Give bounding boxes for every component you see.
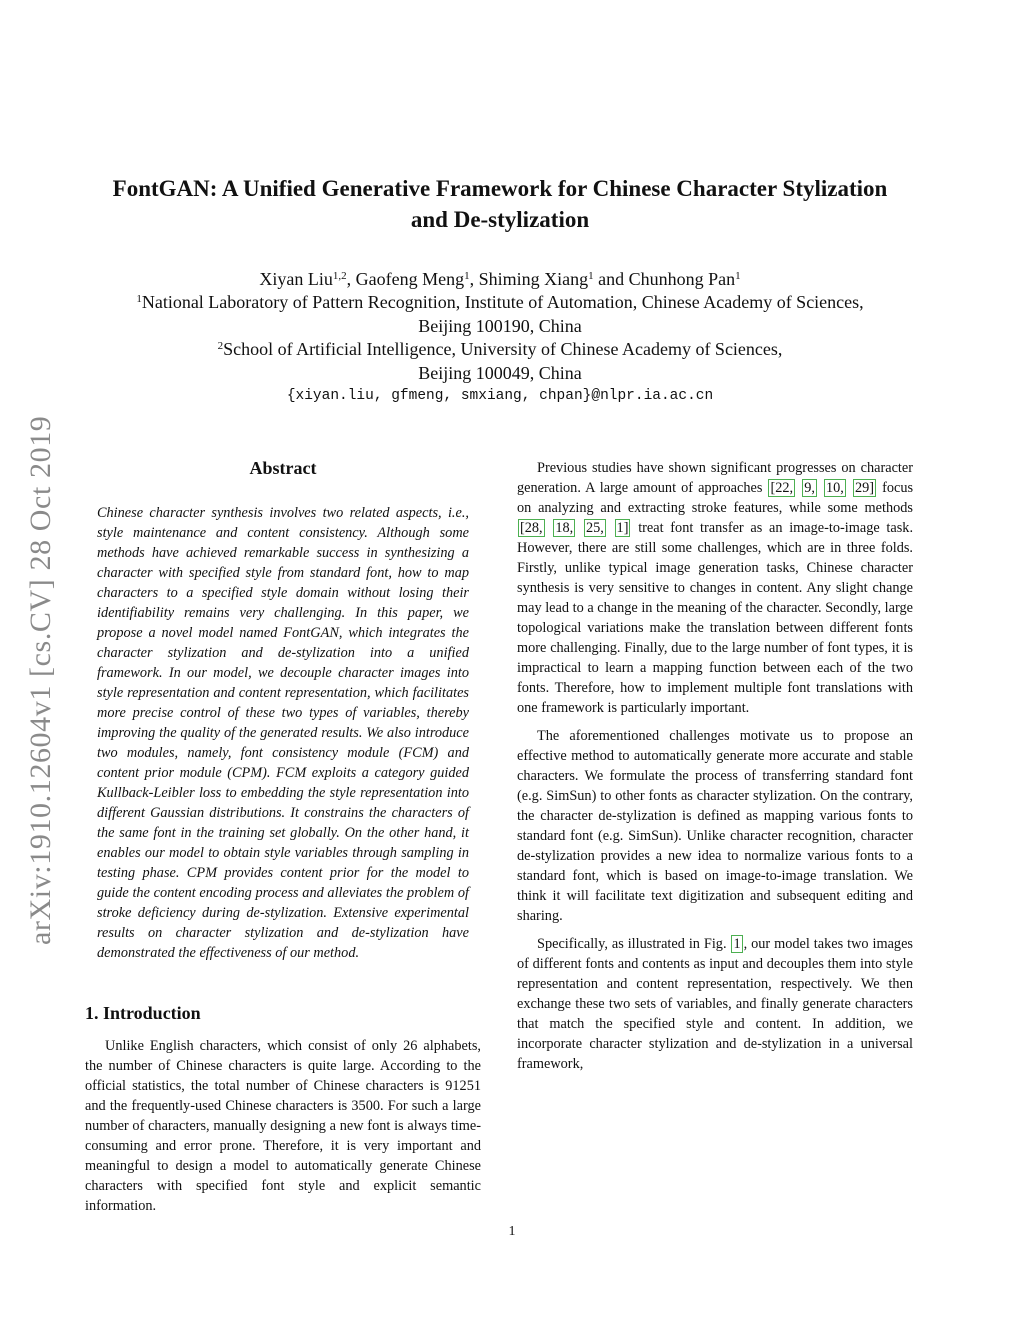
citation-link[interactable]: 10, — [826, 480, 844, 496]
citation-link[interactable]: 9, — [804, 480, 815, 496]
paragraph-text: , our model takes two images of different fonts and contents as input and decouples them into style representation and content representation, respectively. We then exchange these two sets of variables, and finally generate characters that match the specified style and content. In addition, we incorporate character stylization and de-stylization in a universal framework, — [517, 936, 913, 1072]
paragraph-text: treat font transfer as an image-to-image task. However, there are still some challenges, which are in three folds. Firstly, unlike typical image generation tasks, Chinese character synthesis is very sensitive to changes in content. Any slight change may lead to a change in the meaning of the character. Secondly, large topological variations make the translation between different fonts more challenging. Finally, due to the large number of font types, it is impractical to learn a mapping function between each of the two fonts. Therefore, how to implement multiple font translations with one framework is particularly important. — [517, 520, 914, 716]
author-name: Chunhong Pan — [628, 269, 736, 289]
author-sep: , — [469, 269, 479, 289]
author-list — [80, 268, 920, 291]
intro-paragraph-4 — [517, 934, 913, 1074]
affiliation-2 — [80, 338, 920, 361]
citation-link[interactable]: 25, — [585, 520, 604, 536]
author-name: Gaofeng Meng — [355, 269, 465, 289]
paragraph-text: Previous studies have shown significant progresses on character generation. A large amount of approaches — [517, 460, 913, 496]
author-affil-sup: 1 — [588, 270, 594, 282]
affil-sup: 1 — [136, 293, 142, 306]
intro-paragraph-2 — [517, 458, 913, 718]
citation-link[interactable]: 29] — [854, 480, 875, 496]
affil-text: National Laboratory of Pattern Recognition, Institute of Automation, Chinese Academy of Sciences, — [141, 292, 864, 313]
intro-paragraph-1: Unlike English characters, which consist of only 26 alphabets, the number of Chinese characters is quite large. According to the official statistics, the total number of Chinese characters is 91251 and the frequently-used Chinese characters is 3500. For such a large number of characters, manually designing a new font is always time-consuming and error prone. Therefore, it is very important and meaningful to design a model to automatically generate Chinese characters with specified font style and explicit semantic information. — [85, 1038, 481, 1214]
figure-link[interactable]: 1 — [733, 936, 741, 952]
affil-sup: 2 — [217, 340, 224, 353]
page-number: 1 — [508, 1224, 516, 1239]
author-sep: , — [346, 269, 356, 289]
right-column — [517, 458, 913, 1074]
author-name: Shiming Xiang — [478, 269, 589, 289]
abstract-text: Chinese character synthesis involves two related aspects, i.e., style maintenance and content consistency. Although some methods have achieved remarkable success in synthesizing a character with specified style from standard font, how to map characters to a specified style domain without losing their identifiability remains very challenging. In this paper, we propose a novel model named FontGAN, which integrates the character stylization and de-stylization into a unified framework. In our model, we decouple character images into style representation and content representation, which facilitates more precise control of these two types of variables, thereby improving the quality of the generated results. We also introduce two modules, namely, font consistency module (FCM) and content prior module (CPM). FCM exploits a category guided Kullback-Leibler loss to embedding the style representation into different Gaussian distributions. It constrains the characters of the same font in the training set globally. On the other hand, it enables our model to obtain style variables through sampling in testing phase. CPM provides content prior for the model to guide the content encoding process and alleviates the problem of stroke deficiency during de-stylization. Extensive experimental results on character stylization and de-stylization have demonstrated the effectiveness of our method. — [97, 505, 469, 961]
paragraph-text: Specifically, as illustrated in Fig. — [537, 936, 727, 952]
affil-text: School of Artificial Intelligence, University of Chinese Academy of Sciences, — [223, 339, 783, 360]
affiliation-1 — [80, 291, 920, 314]
citation-link[interactable]: [28, — [520, 520, 543, 536]
arxiv-identifier: arXiv:1910.12604v1 [cs.CV] 28 Oct 2019 — [24, 415, 57, 945]
paper-title — [80, 173, 920, 235]
author-block — [80, 268, 920, 408]
affiliation-1-city: Beijing 100190, China — [418, 315, 582, 336]
author-affil-sup: 1 — [735, 270, 741, 282]
citation-link[interactable]: [22, — [770, 480, 794, 496]
arxiv-sidebar — [22, 355, 64, 945]
abstract-heading: Abstract — [249, 458, 317, 478]
author-name: Xiyan Liu — [259, 269, 333, 289]
paragraph-text: focus on analyzing and extracting stroke features, while some methods — [517, 480, 914, 516]
title-line-2: and De-stylization — [410, 207, 590, 232]
intro-heading: 1. Introduction — [85, 1003, 201, 1023]
intro-paragraph-3: The aforementioned challenges motivate us to propose an effective method to automatically generate more accurate and stable characters. We formulate the process of transferring standard font (e.g. SimSun) to other fonts as character stylization. On the contrary, the character de-stylization is defined as mapping various fonts to standard font (e.g. SimSun). Unlike character recognition, character de-stylization provides a new idea to normalize various fonts to a standard font, which is based on image-to-image translation. We think it will facilitate text digitization and subsequent editing and sharing. — [517, 728, 913, 924]
left-column — [85, 458, 481, 1216]
author-affil-sup: 1,2 — [332, 270, 347, 282]
author-sep: and — [593, 269, 629, 289]
author-affil-sup: 1 — [464, 270, 470, 282]
author-emails: {xiyan.liu, gfmeng, smxiang, chpan}@nlpr.ia.ac.cn — [286, 388, 714, 405]
affiliation-2-city: Beijing 100049, China — [418, 362, 582, 383]
title-line-1: FontGAN: A Unified Generative Framework for Chinese Character Stylization — [112, 176, 888, 201]
citation-link[interactable]: 1] — [616, 520, 629, 536]
citation-link[interactable]: 18, — [555, 520, 574, 536]
